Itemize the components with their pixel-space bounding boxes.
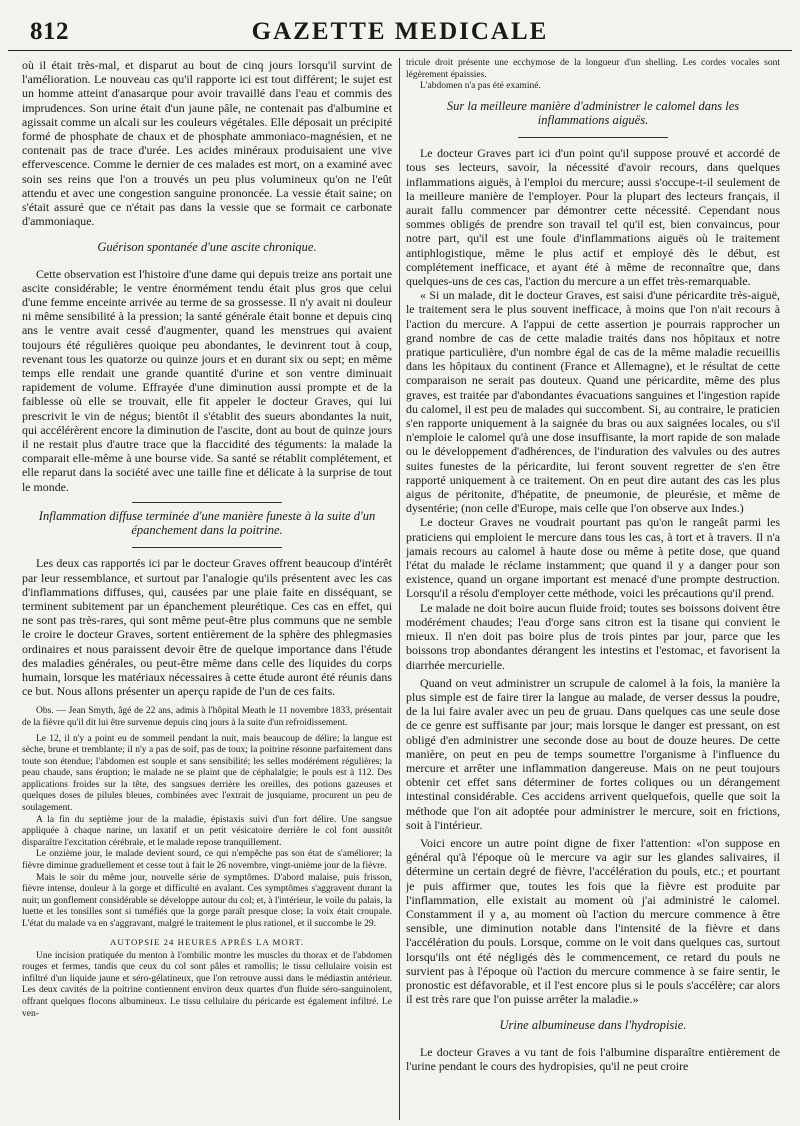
paragraph: où il était très-mal, et disparut au bout de cinq jours lorsqu'il survint de l'amélioration. Le nouveau cas qu'il rapporte ici est tout différent; le sujet est un homme atteint d'anasarque pour avoir travaillé dans l'eau et commis des imprudences. Son urine était d'un jaune pâle, ne contenait pas d'albumine et agissait comme un alcali sur les couleurs végétales. Elle déposait un précipité formé de phosphate de chaux et de phosphate ammoniaco-magnésien, et ne contenait pas de trace d'urée. Les acides minéraux produisaient une vive effervescence. Comme le dernier de ces malades est mort, on a examiné avec soin ses reins que l'on a trouvés un peu plus volumineux qu'on ne l'eût attendu et avec une congestion sanguine prononcée. La vessie était saine; on s'était assuré que ce n'était pas dans la vessie que se formait ce carbonate d'ammoniaque. [22,58,392,229]
paragraph: Voici encore un autre point digne de fixer l'attention: «l'on suppose en général qu'à l'époque où le mercure va agir sur les glandes salivaires, il détermine un certain degré de fièvre, l'accélération du pouls, etc.; et pourtant je puis affirmer que, toutes les fois que la fièvre est produite par l'inflammation, elle existait au moment où j'ai administré le calomel. Constamment il y a, au moment où l'action du mercure commence à être sensible, une diminution notable dans l'intensité de la fièvre et dans l'accélération du pouls. Lorsque, comme on le voit dans quelques cas, surtout lorsqu'ils ont été négligés dès le commencement, ce retard du pouls ne survient pas à l'époque où l'action du mercure commence à se faire sentir, le pronostic est défavorable, et il l'est encore plus si le pouls s'accélère; car alors il est très rare que l'on puisse arrêter la maladie.» [406,835,780,1007]
right-column [406,58,780,1122]
observation-paragraph: Obs. — Jean Smyth, âgé de 22 ans, admis à l'hôpital Meath le 11 novembre 1833, présentait de la fièvre qu'il dit lui être survenue depuis cinq jours à la suite d'un refroidissement. [22,706,392,728]
section-divider [132,502,282,503]
section-heading: Guérison spontanée d'une ascite chronique. [97,240,317,255]
observation-paragraph: A la fin du septième jour de la maladie, épistaxis suivi d'un fort délire. Une sangsue appliquée à chaque narine, un laxatif et un petit vésicatoire derrière le col font aussitôt disparaître l'excitation cérébrale, et le malade repose tranquillement. [22,814,392,848]
paragraph: Le malade ne doit boire aucun fluide froid; toutes ses boissons doivent être modérément chaudes; l'eau d'orge sans citron est la tisane qui convient le mieux. Il n'en doit pas boire plus de trois pintes par jour, parce que les boissons trop abondantes dérangent les intestins et l'estomac, et favorisent la diarrhée mercurielle. [406,600,780,672]
journal-title: GAZETTE MEDICALE [251,18,549,45]
paragraph: Quand on veut administrer un scrupule de calomel à la fois, la manière la plus simple est de faire tirer la langue au malade, de verser dessus la poudre, de la lui faire avaler avec un peu de gruau. Dans quelques cas une seule dose de ce genre est suffisante par jour; mais lorsque le danger est pressant, on est obligé d'en administrer une seconde dose au bout de douze heures. De cette manière, on peut en peu de temps soumettre l'organisme à l'influence du mercure et arrêter une inflammation dangereuse. Mais on ne peut toujours obtenir cet effet sans déterminer de fortes coliques ou un dérangement intestinal considérable. Ces accidens arrivent quelquefois, quelle que soit la méthode que l'on ait adoptée pour administrer le mercure, soit en frictions, soit à l'intérieur. [406,675,780,832]
section-heading: Urine albumineuse dans l'hydropisie. [499,1018,687,1033]
section-heading: Inflammation diffuse terminée d'une manière funeste à la suite d'un épanchement dans la poitrine. [38,508,376,538]
left-column [22,58,392,1122]
paragraph: « Si un malade, dit le docteur Graves, est saisi d'une péricardite très-aiguë, le traitement sera le plus souvent inefficace, à moins que l'on n'ait recours à l'action du mercure. A l'appui de cette assertion je pourrais rapprocher un grand nombre de cas de cette maladie traités dans nos hôpitaux et notre pratique particulière, d'un nombre égal de cas de la même maladie recueillis dans les hôpitaux du continent (France et Allemagne), et le résultat de cette comparaison ne serait pas douteux. Quand une péricardite, même des plus graves, est traitée par d'abondantes évacuations sanguines et l'ingestion rapide du calomel, il est peu de malades qui succombent. Si, au contraire, le praticien s'en rapporte uniquement à la saignée du bras ou aux saignées locales, ou s'il n'emploie le calomel qu'à une dose insuffisante, la mort rapide de son malade ou le développement d'adhérences, de l'induration des valvules ou des autres suites funestes de la péricardite, lui feront souvent regretter de s'en être rapporté uniquement à ce traitement. On en peut dire autant des cas les plus aigus de péritonite, d'hépatite, de pneumonie, de pleurésie, et même de dysentérie; (non celle d'Europe, mais celle que l'on observe aux Indes.) [406,288,780,516]
paragraph: Cette observation est l'histoire d'une dame qui depuis treize ans portait une ascite considérable; le ventre énormément tendu était plus gros que celui d'une femme enceinte arrivée au terme de sa grossesse. Il n'y avait ni douleur ni même sensibilité à la pression; la santé générale était bonne et depuis cinq ans le ventre avait cessé d'augmenter, quand les menstrues qui avaient toujours été régulières quoique peu abondantes, le devinrent tout à coup, revenant tous les quatorze ou quinze jours et en durant six ou sept; en même temps elle rendait une grande quantité d'urine et son ventre diminuait rapidement de volume. Effrayée d'une diminution aussi prompte et de la faiblesse où elle se trouvait, elle fit appeler le docteur Graves, qui lui prescrivit le vin de négus; bientôt il s'établit des sueurs abondantes la nuit, qui accélérèrent encore la diminution de l'ascite, dont au bout de quinze jours il ne restait plus d'autre trace que la flaccidité des téguments: la malade la comparait elle-même à une bourse vide. Sa santé se rétablit complétement, et elle reparut dans la société avec une taille fine et délicate à la surprise de tout le monde. [22,266,392,494]
observation-paragraph: tricule droit présente une ecchymose de la longueur d'un shelling. Les cordes vocales sont légèrement épaissies. [406,58,780,80]
column-divider [399,58,400,1120]
observation-paragraph: L'abdomen n'a pas été examiné. [420,81,541,92]
observation-paragraph: Mais le soir du même jour, nouvelle série de symptômes. D'abord malaise, puis frisson, fièvre intense, douleur à la gorge et difficulté en avalant. Ces symptômes s'aggravent durant la nuit; un gonflement considérable se développe autour du col; et, à l'intérieur, le voile du palais, la luette et les tonsilles sont si tuméfiés que la gorge paraît presque close; la voix était croupale. L'état du malade va en s'aggravant, malgré le traitement le plus rationel, et il succombe le 29. [22,872,392,930]
paragraph: Les deux cas rapportés ici par le docteur Graves offrent beaucoup d'intérêt par leur ressemblance, et surtout par l'analogie qu'ils présentent avec les cas d'inflammations diffuses, qui, causées par une plaie faite en disséquant, se terminent subitement par un épanchement pleurétique. Ces cas en effet, qui ne sont pas très-rares, qui sont même peut-être plus communs que ne semble le croire le docteur Graves, sortent entièrement de la sphère des phlegmasies ordinaires et nous paraissent devoir être de quelque importance dans l'étude des maladies générales, ou peut-être même dans celle des liquides du corps humain, lorsque les matériaux nécessaires à cette étude auront été réunis dans ce but. Nous allons présenter un aperçu rapide de l'un de ces faits. [22,556,392,699]
paragraph: Le docteur Graves ne voudrait pourtant pas qu'on le rangeât parmi les praticiens qui emploient le mercure dans tous les cas, à tort et à travers. Il n'a jamais recours au calomel à haute dose ou même à petite dose, que quand l'état du malade le réclame instamment; que quand il y a danger pour son existence, quand un organe important est menacé d'une prompte destruction. Lorsqu'il a résolu d'employer cette méthode, voici les précautions qu'il prend. [406,515,780,601]
observation-paragraph: Le onzième jour, le malade devient sourd, ce qui n'empêche pas son état de s'améliorer; la fièvre diminue graduellement et cesse tout à fait le 26 novembre, vingt-unième jour de la fièvre. [22,849,392,872]
autopsy-heading: AUTOPSIE 24 HEURES APRÈS LA MORT. [110,936,304,947]
observation-paragraph: Le 12, il n'y a point eu de sommeil pendant la nuit, mais beaucoup de délire; la langue est sèche, brune et tremblante; il n'y a pas de soif, pas de toux; la poitrine résonne parfaitement dans toute son étendue; l'abdomen est souple et sans sensibilité; les selles modérément régulières; la peau chaude, sans éruption; le malade ne se plaint que de céphalalgie; le pouls est à 112. Des applications froides sur la tête, des sangsues derrière les oreilles, des potions gazeuses et quelques doses de pilules bleues, combinées avec l'extrait de jusquiame, procurent un peu de soulagement. [22,733,392,814]
page-header [8,10,792,51]
page-number: 812 [30,18,69,45]
paragraph: Le docteur Graves a vu tant de fois l'albumine disparaître entièrement de l'urine pendant le cours des hydropisies, qu'il ne peut croire [406,1044,780,1073]
paragraph: Le docteur Graves part ici d'un point qu'il suppose prouvé et accordé de tous ses lecteurs, savoir, la nécessité d'avoir recours, dans quelques inflammations aiguës, à l'emploi du mercure; aussi s'occupe-t-il seulement de la meilleure manière de l'employer. Pour la plupart des lecteurs français, il aurait fallu commencer par démontrer cette nécessité. Cependant nous sommes obligés de prendre son travail tel qu'il est, bien convaincus, pour notre part, qu'il est une foule d'inflammations aiguës où le traitement antiphlogistique, même le plus actif et employé dès le début, est complétement inefficace, et ayant été à même de reconnaître que, dans quelques-uns de ces cas, l'action du mercure a un effet très-remarquable. [406,146,780,289]
section-heading: Sur la meilleure manière d'administrer le calomel dans les inflammations aiguës. [446,98,740,127]
observation-paragraph: Une incision pratiquée du menton à l'ombilic montre les muscles du thorax et de l'abdomen rouges et fermes, tandis que ceux du col sont pâles et ramollis; le tissu cellulaire voisin est infiltré d'un liquide jaune et séro-gélatineux, que l'on retrouve aussi dans le médiastin antérieur. Les deux cavités de la poitrine contiennent environ deux quartes d'un fluide séro-sanguinolent, offrant quelques flocons albumineux. Le tissu cellulaire du péricarde est également infiltré. Le ven- [22,950,392,1019]
